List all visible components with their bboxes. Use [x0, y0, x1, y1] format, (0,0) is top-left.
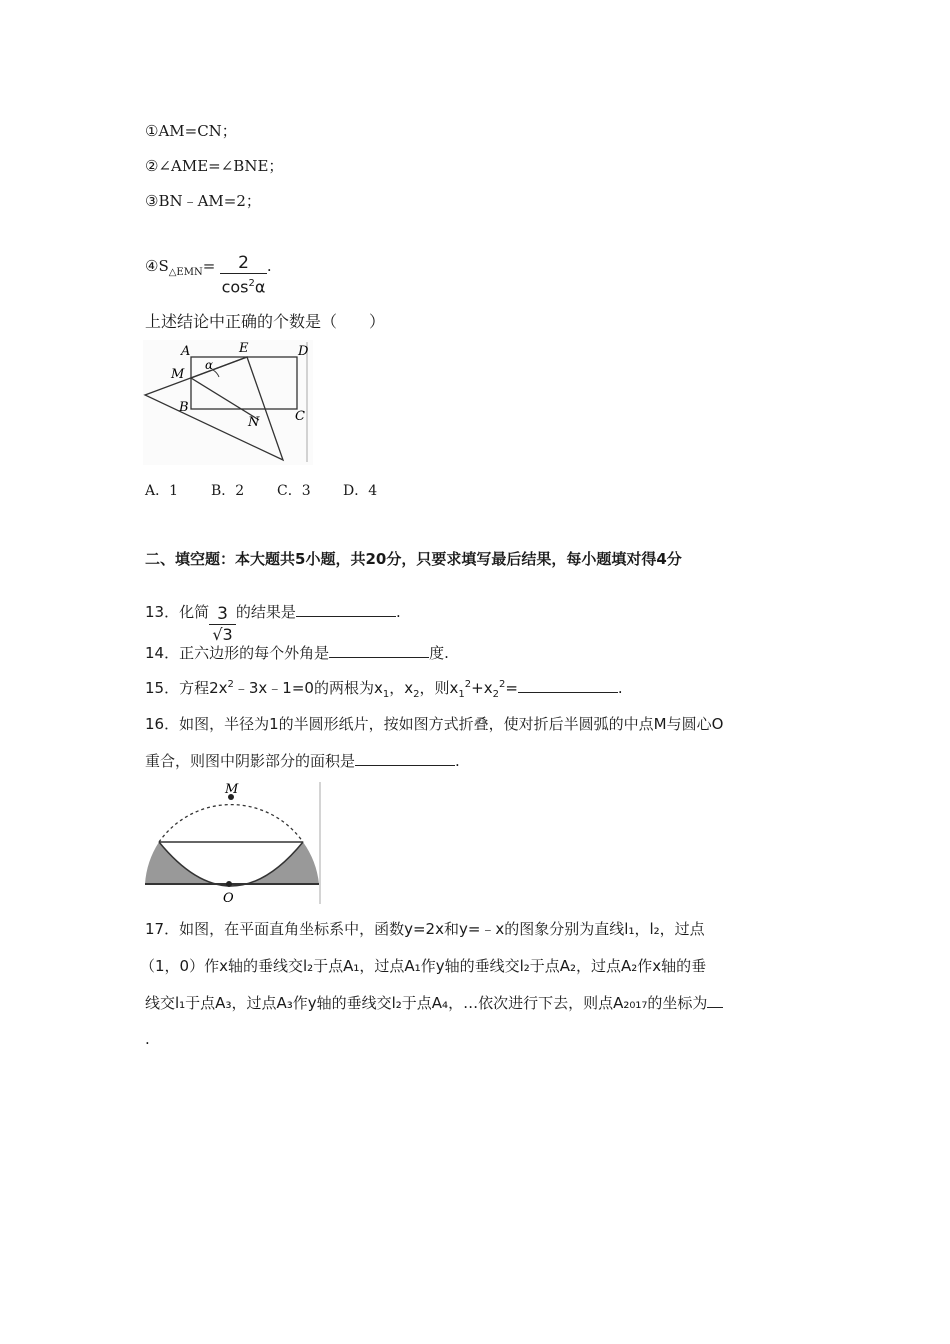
question-17-line1: 17．如图，在平面直角坐标系中，函数y=2x和y=﹣x的图象分别为直线l₁，l₂，过点: [145, 920, 705, 938]
q15-then: ，则x: [419, 679, 459, 697]
label-C: C: [295, 409, 305, 424]
q14-answer-blank[interactable]: [329, 643, 429, 658]
q15-s1: 1: [382, 689, 390, 700]
option-c[interactable]: C．3: [277, 483, 311, 499]
q15-s4: 2: [492, 689, 499, 700]
q14-before: 14．正六边形的每个外角是: [145, 644, 330, 662]
question-16-line1: 16．如图，半径为1的半圆形纸片，按如图方式折叠，使对折后半圆弧的中点M与圆心O: [145, 715, 724, 733]
label-A: A: [181, 344, 191, 359]
q13-before: 13．化简: [145, 603, 210, 621]
q16-line2-text: 重合，则图中阴影部分的面积是: [145, 752, 356, 770]
options-row: [145, 480, 377, 500]
c4-prefix: ④S: [145, 257, 169, 276]
q15-mid: ﹣3x﹣1=0的两根为x: [233, 679, 383, 697]
question-17-line2: （1，0）作x轴的垂线交l₂于点A₁，过点A₁作y轴的垂线交l₂于点A₂，过点A₂作x轴的垂: [140, 957, 707, 975]
q15-s2: 2: [413, 689, 420, 700]
question-17-line4: .: [145, 1030, 150, 1048]
figure-folded-semicircle: [143, 780, 323, 906]
label-alpha: α: [205, 358, 214, 372]
c4-den-base: cos: [221, 277, 249, 297]
q13-num: 3: [209, 604, 236, 625]
c4-end: .: [266, 257, 272, 276]
c4-den: [220, 274, 267, 297]
c4-fraction: [220, 253, 267, 297]
c4-sub: △EMN: [168, 267, 203, 279]
conclusion-3: ③BN﹣AM=2；: [145, 192, 261, 210]
option-b[interactable]: B．2: [211, 483, 245, 499]
label-M-fig2: M: [225, 782, 239, 797]
label-N: N: [248, 415, 260, 430]
q15-end: .: [617, 679, 623, 697]
q15-sq: 2: [464, 679, 472, 690]
option-d[interactable]: D．4: [343, 483, 378, 499]
conclusion-2: ②∠AME=∠BNE；: [145, 157, 284, 175]
q15-comma: ，x: [389, 679, 414, 697]
q15-before: 15．方程2x: [145, 679, 228, 697]
conclusion-1: ①AM=CN；: [145, 122, 237, 140]
c4-eq: =: [202, 257, 216, 276]
q15-plus: +x: [471, 679, 493, 697]
label-D: D: [298, 344, 309, 359]
c4-den-var: α: [254, 277, 266, 297]
question-16-line2: [145, 750, 460, 771]
question-13: [145, 592, 401, 644]
q13-den: √3: [212, 625, 233, 644]
q13-answer-blank[interactable]: [296, 602, 396, 617]
q15-answer-blank[interactable]: [518, 678, 618, 693]
c4-den-exp: 2: [248, 278, 255, 289]
q16-end: .: [455, 752, 460, 770]
q13-after: 的结果是: [235, 603, 296, 621]
q15-s3: 1: [458, 689, 465, 700]
question-14: [145, 642, 449, 663]
label-O-fig2: O: [223, 891, 234, 906]
q15-sq2: 2: [498, 679, 506, 690]
label-B: B: [179, 400, 189, 415]
q17-answer-blank[interactable]: [707, 993, 723, 1008]
question-17-line3: [145, 992, 723, 1013]
conclusion-4: [145, 245, 272, 297]
option-a[interactable]: A．1: [145, 483, 179, 499]
q16-answer-blank[interactable]: [355, 751, 455, 766]
label-E: E: [239, 341, 249, 356]
q14-after: 度.: [429, 644, 449, 662]
q17-line3-text: 线交l₁于点A₃，过点A₃作y轴的垂线交l₂于点A₄，…依次进行下去，则点A₂₀₁₇的坐标为: [145, 994, 708, 1012]
point-O: [226, 881, 232, 887]
question-prompt: 上述结论中正确的个数是（ ）: [145, 312, 386, 331]
question-15: [145, 677, 623, 700]
figure-rectangle-triangle: [143, 340, 313, 465]
q13-end: .: [395, 603, 401, 621]
c4-num: 2: [220, 253, 267, 274]
section-heading: 二、填空题：本大题共5小题，共20分，只要求填写最后结果，每小题填对得4分: [145, 550, 682, 568]
q13-fraction: [209, 604, 236, 645]
q15-exp: 2: [227, 679, 234, 690]
q15-eq: =: [505, 679, 518, 697]
label-M: M: [171, 367, 185, 382]
